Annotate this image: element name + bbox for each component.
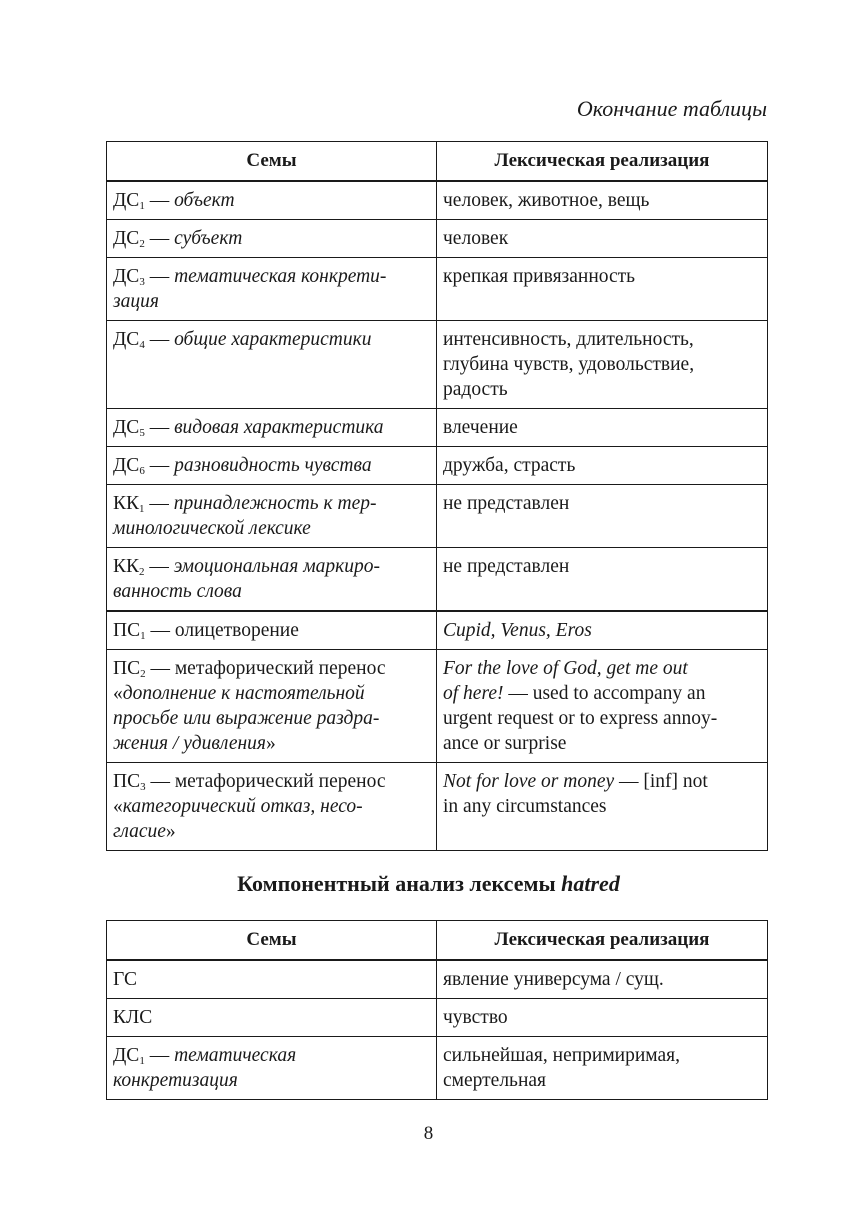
- seme-code: ДС: [113, 417, 140, 438]
- table-header-row: [107, 142, 768, 182]
- realization-cell: [437, 999, 768, 1037]
- section-title: [0, 871, 857, 897]
- section-title-prefix: Компонентный анализ лексемы: [237, 871, 562, 896]
- seme-description: видовая характеристика: [174, 417, 384, 438]
- seme-code: ДС: [113, 1045, 140, 1066]
- seme-cell: [107, 999, 437, 1037]
- seme-cell: $ДС_4$ — общие характеристики: [107, 321, 437, 409]
- seme-quote: дополнение к настоятельной просьбе или выражение раздра- жения / удивления: [113, 683, 380, 754]
- realization-text: сильнейшая, непримиримая, смертельная: [443, 1045, 681, 1091]
- seme-quote: категорический отказ, несо- гласие: [113, 796, 363, 842]
- seme-cell: $ДС_1$ — объект: [107, 181, 437, 220]
- seme-cell: $ПС_3$ — метафорический перенос «категорический отказ, несо- гласие»: [107, 763, 437, 851]
- section-title-word: hatred: [561, 871, 620, 896]
- realization-cell: [437, 485, 768, 548]
- seme-description: принадлежность к тер- минологической лексике: [113, 493, 377, 539]
- table-row: [107, 181, 768, 220]
- seme-index: 5: [139, 427, 145, 439]
- table-row: [107, 763, 768, 851]
- page-number: 8: [423, 1123, 434, 1144]
- seme-code: КЛС: [113, 1007, 153, 1028]
- realization-text: явление универсума / сущ.: [443, 969, 664, 990]
- seme-cell: $ДС_5$ — видовая характеристика: [107, 409, 437, 447]
- seme-index: 2: [139, 566, 145, 578]
- header-semes: Семы: [107, 142, 437, 182]
- table-header-row: [107, 921, 768, 961]
- seme-code: ПС: [113, 658, 141, 679]
- seme-code: КК: [113, 493, 140, 514]
- seme-index: 4: [139, 339, 145, 351]
- realization-text: крепкая привязанность: [443, 266, 636, 287]
- realization-example: Not for love or money: [443, 771, 615, 792]
- realization-gloss: — [inf] not in any circumstances: [443, 771, 708, 817]
- seme-description: метафорический перенос: [174, 658, 386, 679]
- seme-index: 1: [139, 1055, 145, 1067]
- seme-code: ПС: [113, 620, 141, 641]
- seme-description: тематическая конкретизация: [113, 1045, 297, 1091]
- seme-cell: $ДС_1$ — тематическая конкретизация: [107, 1037, 437, 1100]
- table-row: [107, 999, 768, 1037]
- realization-cell: [437, 220, 768, 258]
- header-semes: Семы: [107, 921, 437, 961]
- realization-text: не представлен: [443, 556, 570, 577]
- seme-description: субъект: [174, 228, 243, 249]
- seme-cell: $КК_2$ — эмоциональная маркиро- ванность слова: [107, 548, 437, 612]
- seme-cell: $КК_1$ — принадлежность к тер- минологической лексике: [107, 485, 437, 548]
- seme-index: 3: [139, 276, 145, 288]
- seme-code: ДС: [113, 266, 140, 287]
- seme-cell: $ДС_2$ — субъект: [107, 220, 437, 258]
- seme-index: 1: [140, 630, 146, 642]
- realization-cell: [437, 763, 768, 851]
- seme-index: 3: [140, 781, 146, 793]
- seme-cell: $ДС_6$ — разновидность чувства: [107, 447, 437, 485]
- realization-example: Cupid, Venus, Eros: [443, 620, 592, 641]
- seme-description: метафорический перенос: [174, 771, 386, 792]
- header-lexical-realization: Лексическая реализация: [437, 142, 768, 182]
- realization-example: For the love of God, get me out of here!: [443, 658, 688, 704]
- semes-table-love: [106, 141, 768, 851]
- seme-code: ПС: [113, 771, 141, 792]
- seme-description: разновидность чувства: [174, 455, 372, 476]
- seme-code: ДС: [113, 455, 140, 476]
- realization-text: человек, животное, вещь: [443, 190, 650, 211]
- seme-cell: $ДС_3$ — тематическая конкрети- зация: [107, 258, 437, 321]
- seme-cell: [107, 960, 437, 999]
- seme-code: ГС: [113, 969, 138, 990]
- realization-text: интенсивность, длительность, глубина чувств, удовольствие, радость: [443, 329, 695, 400]
- table-row: [107, 409, 768, 447]
- seme-description: олицетворение: [174, 620, 299, 641]
- seme-code: ДС: [113, 190, 140, 211]
- table-row: [107, 611, 768, 650]
- table-row: [107, 485, 768, 548]
- table-row: [107, 960, 768, 999]
- realization-text: не представлен: [443, 493, 570, 514]
- seme-index: 6: [139, 465, 145, 477]
- realization-cell: [437, 181, 768, 220]
- seme-description: общие характеристики: [174, 329, 372, 350]
- realization-cell: [437, 321, 768, 409]
- table-row: [107, 1037, 768, 1100]
- realization-gloss: — used to accompany an urgent request or to express annoy- ance or surprise: [443, 683, 718, 754]
- realization-cell: [437, 611, 768, 650]
- table-row: [107, 258, 768, 321]
- seme-code: ДС: [113, 228, 140, 249]
- seme-index: 1: [139, 503, 145, 515]
- header-lexical-realization: Лексическая реализация: [437, 921, 768, 961]
- realization-cell: [437, 409, 768, 447]
- realization-cell: [437, 548, 768, 612]
- seme-code: ДС: [113, 329, 140, 350]
- table-row: [107, 447, 768, 485]
- table-row: [107, 548, 768, 612]
- realization-text: дружба, страсть: [443, 455, 576, 476]
- seme-index: 2: [140, 668, 146, 680]
- realization-cell: [437, 258, 768, 321]
- seme-description: объект: [174, 190, 235, 211]
- seme-index: 2: [139, 238, 145, 250]
- realization-cell: [437, 447, 768, 485]
- realization-cell: [437, 1037, 768, 1100]
- semes-table-hatred: [106, 920, 768, 1100]
- table-row: [107, 650, 768, 763]
- realization-cell: [437, 960, 768, 999]
- table-row: [107, 321, 768, 409]
- realization-text: чувство: [443, 1007, 508, 1028]
- seme-description: эмоциональная маркиро- ванность слова: [113, 556, 381, 602]
- seme-description: тематическая конкрети- зация: [113, 266, 387, 312]
- seme-cell: $ПС_2$ — метафорический перенос «дополнение к настоятельной просьбе или выражение раздра- жения / удивления»: [107, 650, 437, 763]
- seme-cell: $ПС_1$ — олицетворение: [107, 611, 437, 650]
- continuation-label: Окончание таблицы: [576, 96, 767, 121]
- table-row: [107, 220, 768, 258]
- realization-cell: [437, 650, 768, 763]
- realization-text: влечение: [443, 417, 518, 438]
- seme-code: КК: [113, 556, 140, 577]
- seme-index: 1: [139, 200, 145, 212]
- realization-text: человек: [443, 228, 509, 249]
